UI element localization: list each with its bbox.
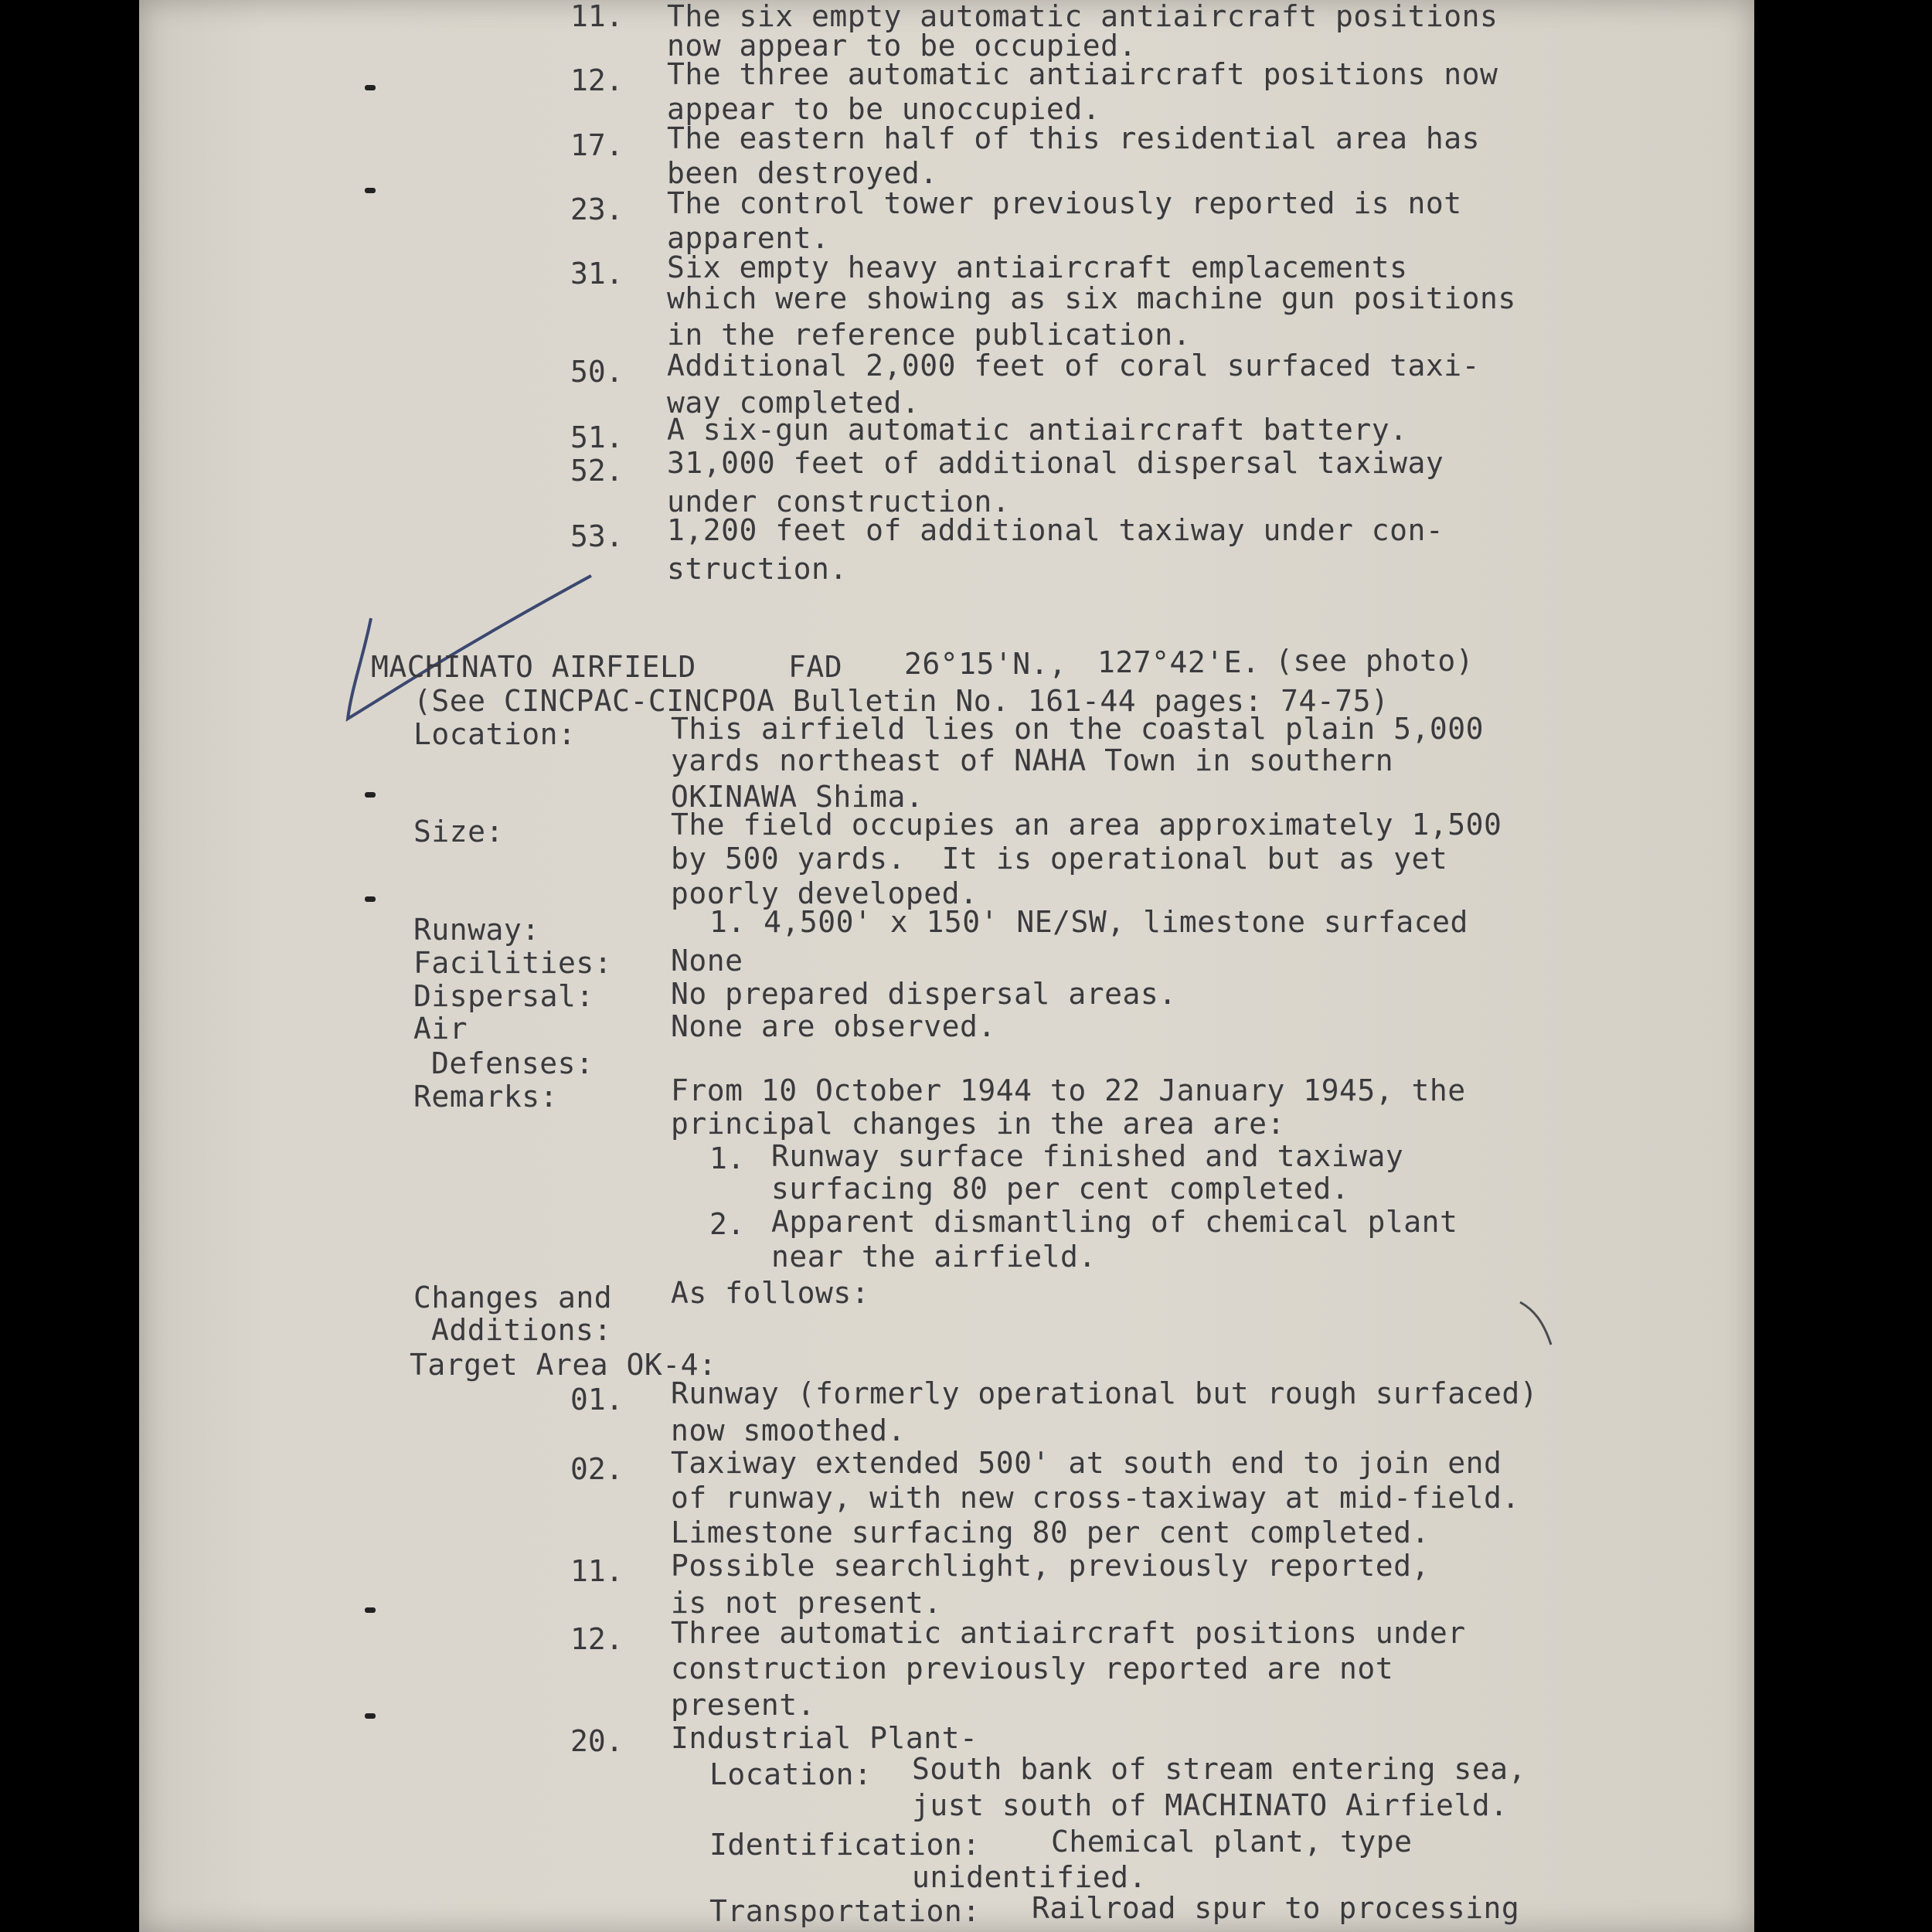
remarks-item-text: surfacing 80 per cent completed. bbox=[771, 1172, 1350, 1206]
remarks-item-text: Apparent dismantling of chemical plant bbox=[771, 1205, 1458, 1239]
runway-text: 1. 4,500' x 150' NE/SW, limestone surfaced bbox=[709, 905, 1468, 939]
item-text: way completed. bbox=[667, 386, 920, 420]
plant-identification-label: Identification: bbox=[709, 1828, 981, 1862]
plant-location-label: Location: bbox=[709, 1757, 872, 1791]
plant-location-text: just south of MACHINATO Airfield. bbox=[912, 1788, 1509, 1822]
target-item-text: Industrial Plant- bbox=[671, 1721, 978, 1755]
remarks-item-number: 1. bbox=[709, 1141, 745, 1175]
item-text: The eastern half of this residential area has bbox=[667, 121, 1481, 155]
item-text: The three automatic antiaircraft positions now bbox=[667, 57, 1498, 91]
punch-hole bbox=[365, 85, 376, 90]
item-text: A six-gun automatic antiaircraft battery. bbox=[667, 413, 1408, 447]
item-number: 31. bbox=[570, 257, 624, 291]
item-text: in the reference publication. bbox=[667, 318, 1191, 352]
additions-label: Additions: bbox=[431, 1313, 612, 1347]
size-text: by 500 yards. It is operational but as yet bbox=[671, 842, 1448, 876]
target-item-text: is not present. bbox=[671, 1586, 942, 1620]
changes-text: As follows: bbox=[671, 1276, 870, 1310]
target-item-text: now smoothed. bbox=[671, 1413, 906, 1447]
remarks-text: principal changes in the area are: bbox=[671, 1107, 1285, 1141]
changes-label: Changes and bbox=[413, 1281, 613, 1315]
target-item-number: 11. bbox=[570, 1554, 624, 1588]
target-item-text: Taxiway extended 500' at south end to join end bbox=[671, 1446, 1502, 1480]
plant-location-text: South bank of stream entering sea, bbox=[912, 1752, 1526, 1786]
plant-identification-text: unidentified. bbox=[912, 1860, 1147, 1894]
punch-hole bbox=[365, 792, 376, 798]
punch-hole bbox=[365, 896, 376, 902]
remarks-item-text: near the airfield. bbox=[771, 1240, 1097, 1274]
remarks-text: From 10 October 1944 to 22 January 1945, the bbox=[671, 1073, 1466, 1107]
target-item-text: construction previously reported are not bbox=[671, 1651, 1394, 1685]
pencil-mark-icon bbox=[1519, 1298, 1557, 1352]
item-text: Six empty heavy antiaircraft emplacements bbox=[667, 250, 1408, 284]
target-item-text: Three automatic antiaircraft positions under bbox=[671, 1616, 1466, 1650]
target-item-text: Possible searchlight, previously reported, bbox=[671, 1549, 1430, 1583]
item-text: appear to be unoccupied. bbox=[667, 92, 1101, 126]
airfield-longitude: 127°42'E. bbox=[1097, 645, 1260, 679]
target-area-heading: Target Area OK-4: bbox=[410, 1348, 717, 1382]
item-number: 53. bbox=[570, 519, 624, 553]
dispersal-text: No prepared dispersal areas. bbox=[671, 977, 1177, 1011]
airfield-code: FAD bbox=[788, 650, 843, 684]
air-label: Air bbox=[413, 1012, 468, 1046]
item-text: apparent. bbox=[667, 221, 830, 255]
remarks-item-text: Runway surface finished and taxiway bbox=[771, 1139, 1404, 1173]
facilities-text: None bbox=[671, 944, 743, 978]
item-text: The control tower previously reported is not bbox=[667, 186, 1462, 220]
item-text: been destroyed. bbox=[667, 156, 938, 190]
item-text: which were showing as six machine gun positions bbox=[667, 281, 1516, 315]
target-item-number: 20. bbox=[570, 1724, 624, 1758]
plant-transportation-text: Railroad spur to processing bbox=[1032, 1891, 1520, 1925]
target-item-number: 02. bbox=[570, 1452, 624, 1486]
size-text: poorly developed. bbox=[671, 876, 978, 910]
target-item-text: of runway, with new cross-taxiway at mid-field. bbox=[671, 1481, 1520, 1515]
target-item-number: 12. bbox=[570, 1622, 624, 1656]
remarks-label: Remarks: bbox=[413, 1080, 559, 1114]
location-text: yards northeast of NAHA Town in southern bbox=[671, 743, 1394, 777]
defenses-label: Defenses: bbox=[431, 1046, 594, 1080]
target-item-number: 01. bbox=[570, 1383, 624, 1417]
item-text: now appear to be occupied. bbox=[667, 29, 1137, 63]
item-text: under construction. bbox=[667, 485, 1011, 519]
item-number: 50. bbox=[570, 355, 624, 389]
runway-label: Runway: bbox=[413, 913, 540, 947]
dispersal-label: Dispersal: bbox=[413, 979, 594, 1013]
item-text: 31,000 feet of additional dispersal taxiway bbox=[667, 446, 1444, 480]
item-number: 52. bbox=[570, 454, 624, 488]
facilities-label: Facilities: bbox=[413, 946, 613, 980]
photo-note: (see photo) bbox=[1275, 644, 1475, 678]
location-label: Location: bbox=[413, 717, 577, 751]
target-item-text: Limestone surfacing 80 per cent completed. bbox=[671, 1515, 1430, 1549]
punch-hole bbox=[365, 1607, 376, 1613]
item-text: struction. bbox=[667, 552, 848, 586]
bulletin-reference: (See CINCPAC-CINCPOA Bulletin No. 161-44 pages: 74-75) bbox=[413, 684, 1389, 718]
plant-transportation-label: Transportation: bbox=[709, 1894, 981, 1928]
item-number: 17. bbox=[570, 128, 624, 162]
item-text: The six empty automatic antiaircraft positions bbox=[667, 0, 1498, 33]
item-number: 12. bbox=[570, 63, 624, 97]
air-defenses-text: None are observed. bbox=[671, 1009, 996, 1043]
size-text: The field occupies an area approximately 1,500 bbox=[671, 808, 1502, 842]
target-item-text: Runway (formerly operational but rough surfaced) bbox=[671, 1376, 1539, 1410]
remarks-item-number: 2. bbox=[709, 1207, 745, 1241]
airfield-name: MACHINATO AIRFIELD bbox=[371, 650, 696, 684]
size-label: Size: bbox=[413, 815, 504, 849]
airfield-latitude: 26°15'N., bbox=[904, 647, 1067, 681]
item-number: 11. bbox=[570, 0, 624, 33]
item-number: 23. bbox=[570, 192, 624, 226]
plant-identification-text: Chemical plant, type bbox=[1051, 1825, 1413, 1859]
punch-hole bbox=[365, 188, 376, 193]
target-item-text: present. bbox=[671, 1688, 816, 1722]
item-text: 1,200 feet of additional taxiway under con- bbox=[667, 513, 1444, 547]
item-number: 51. bbox=[570, 420, 624, 454]
location-text: This airfield lies on the coastal plain 5,000 bbox=[671, 712, 1485, 746]
location-text: OKINAWA Shima. bbox=[671, 780, 924, 814]
item-text: Additional 2,000 feet of coral surfaced taxi- bbox=[667, 349, 1481, 383]
punch-hole bbox=[365, 1713, 376, 1719]
